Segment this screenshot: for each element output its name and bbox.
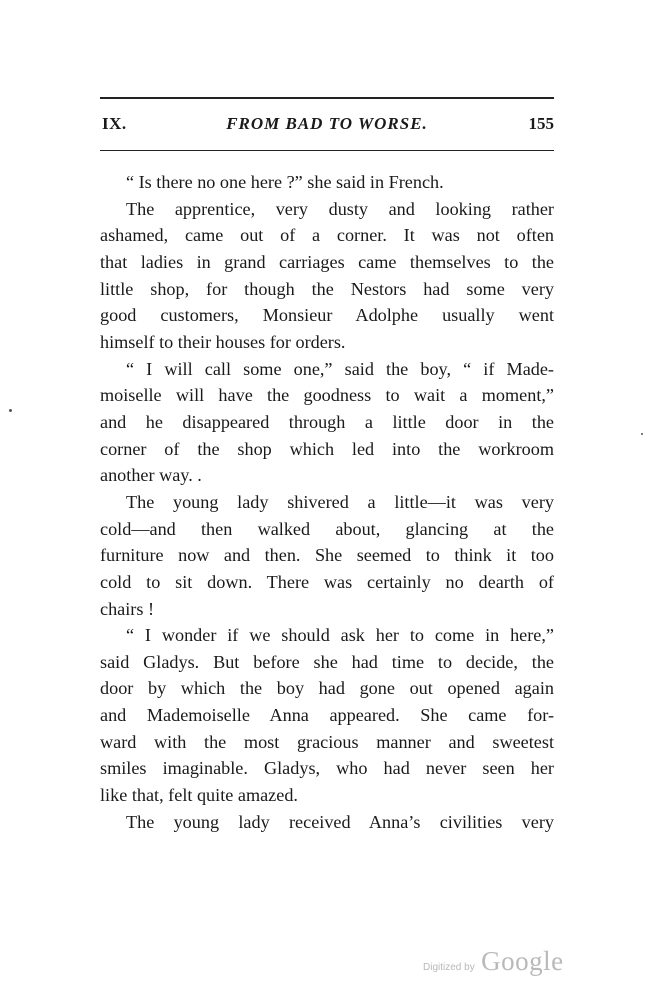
- text-line: little shop, for though the Nestors had some very: [100, 278, 554, 299]
- text-line: another way. .: [100, 465, 202, 486]
- text-line: The young lady shivered a little—it was very: [126, 491, 554, 512]
- text-line: said Gladys. But before she had time to decide, the: [100, 651, 554, 672]
- text-line: good customers, Monsieur Adolphe usually went: [100, 305, 554, 326]
- body-text: [100, 169, 554, 835]
- text-line: chairs !: [100, 598, 155, 619]
- chapter-number: IX.: [102, 114, 127, 133]
- text-line: himself to their houses for orders.: [100, 331, 346, 352]
- scan-speck: [9, 409, 12, 412]
- text-line: “ Is there no one here ?” she said in French.: [126, 172, 444, 192]
- text-line: ashamed, came out of a corner. It was not often: [100, 225, 554, 246]
- scan-speck: [641, 433, 643, 435]
- text-line: The apprentice, very dusty and looking rather: [126, 198, 554, 219]
- text-line: corner of the shop which led into the workroom: [100, 438, 554, 459]
- text-line: door by which the boy had gone out opened again: [100, 678, 554, 699]
- header-top-rule: [100, 97, 554, 99]
- text-line: cold to sit down. There was certainly no dearth of: [100, 571, 554, 592]
- text-line: moiselle will have the goodness to wait a moment,”: [100, 385, 554, 406]
- text-line: The young lady received Anna’s civilities very: [126, 811, 554, 832]
- text-line: and he disappeared through a little door in the: [100, 411, 554, 432]
- text-line: and Mademoiselle Anna appeared. She came for-: [100, 705, 554, 726]
- text-line: “ I will call some one,” said the boy, “ if Made-: [126, 358, 554, 379]
- text-line: furniture now and then. She seemed to think it too: [100, 545, 554, 566]
- header-bottom-rule: [100, 150, 554, 151]
- text-line: ward with the most gracious manner and sweetest: [100, 731, 554, 752]
- text-line: “ I wonder if we should ask her to come in here,”: [126, 625, 554, 646]
- text-line: smiles imaginable. Gladys, who had never seen her: [100, 758, 554, 779]
- watermark-brand: Google: [481, 946, 564, 976]
- running-title: FROM BAD TO WORSE.: [226, 114, 428, 133]
- text-line: cold—and then walked about, glancing at the: [100, 518, 554, 539]
- digitized-watermark: [423, 946, 564, 986]
- text-line: that ladies in grand carriages came themselves to the: [100, 251, 554, 272]
- running-header: [100, 112, 554, 136]
- page-number: 155: [528, 114, 554, 133]
- watermark-prefix: Digitized by: [423, 962, 475, 973]
- text-line: like that, felt quite amazed.: [100, 785, 298, 806]
